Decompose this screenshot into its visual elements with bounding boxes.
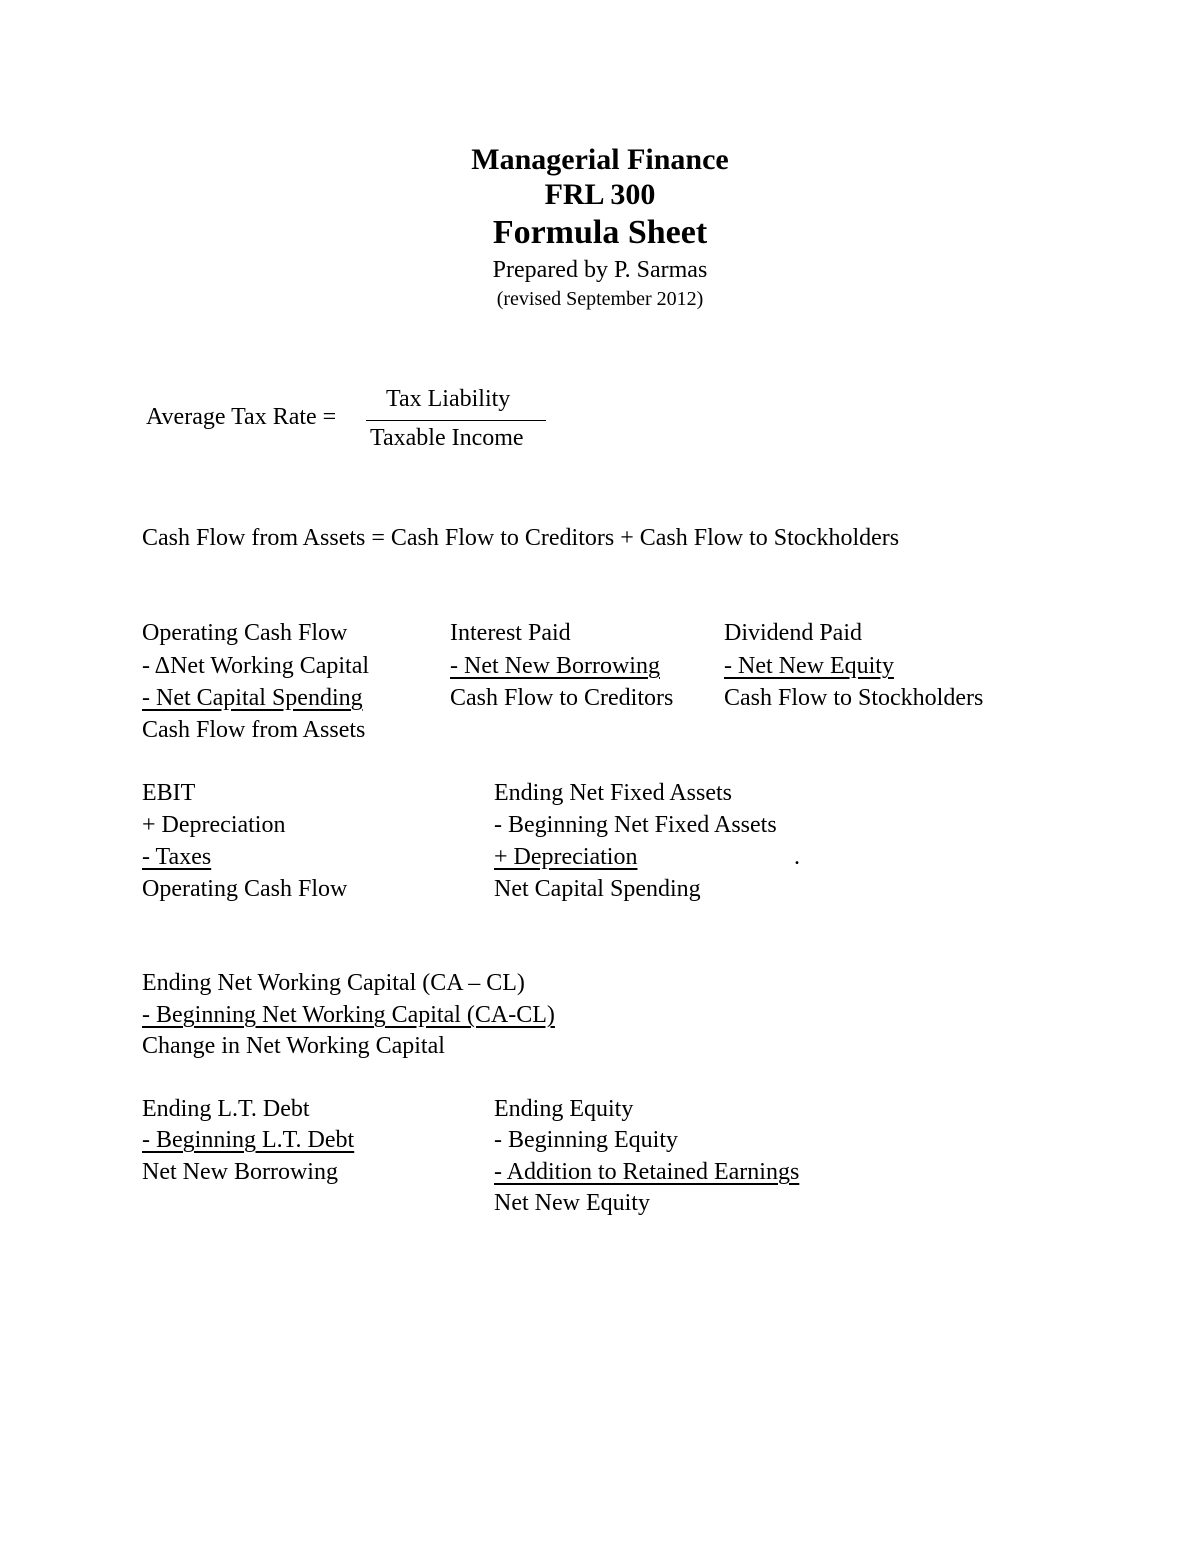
fraction-bar bbox=[366, 420, 546, 421]
nwc-line-1: Ending Net Working Capital (CA – CL) bbox=[142, 970, 525, 996]
cfa-line-3: - Net Capital Spending bbox=[142, 685, 363, 711]
debt-line-2: - Beginning L.T. Debt bbox=[142, 1127, 355, 1153]
cfa-line-4: Cash Flow from Assets bbox=[142, 717, 366, 743]
sheet-title: Formula Sheet bbox=[492, 214, 708, 251]
ncs-line-2: - Beginning Net Fixed Assets bbox=[494, 812, 777, 838]
revised-date: (revised September 2012) bbox=[496, 288, 704, 310]
cfc-line-1: Interest Paid bbox=[450, 620, 571, 646]
equity-line-1: Ending Equity bbox=[494, 1096, 634, 1122]
equity-line-4: Net New Equity bbox=[494, 1190, 650, 1216]
cfa-line-1: Operating Cash Flow bbox=[142, 620, 348, 646]
ocf-line-2: + Depreciation bbox=[142, 812, 286, 838]
cfs-line-3: Cash Flow to Stockholders bbox=[724, 685, 984, 711]
ncs-line-4: Net Capital Spending bbox=[494, 876, 701, 902]
cfs-line-2: - Net New Equity bbox=[724, 653, 894, 679]
avg-tax-rate-denominator: Taxable Income bbox=[370, 425, 524, 451]
ocf-line-4: Operating Cash Flow bbox=[142, 876, 348, 902]
cfs-line-1: Dividend Paid bbox=[724, 620, 862, 646]
ncs-line-3: + Depreciation bbox=[494, 844, 638, 870]
course-code: FRL 300 bbox=[544, 178, 656, 211]
cfc-line-2: - Net New Borrowing bbox=[450, 653, 660, 679]
ocf-line-3: - Taxes bbox=[142, 844, 212, 870]
debt-line-1: Ending L.T. Debt bbox=[142, 1096, 310, 1122]
equity-line-3: - Addition to Retained Earnings bbox=[494, 1159, 800, 1185]
ncs-line-1: Ending Net Fixed Assets bbox=[494, 780, 732, 806]
course-title: Managerial Finance bbox=[471, 143, 729, 176]
nwc-line-3: Change in Net Working Capital bbox=[142, 1033, 445, 1059]
cfc-line-3: Cash Flow to Creditors bbox=[450, 685, 674, 711]
cash-flow-identity: Cash Flow from Assets = Cash Flow to Creditors + Cash Flow to Stockholders bbox=[142, 525, 900, 551]
avg-tax-rate-lhs: Average Tax Rate = bbox=[146, 404, 337, 430]
nwc-line-2: - Beginning Net Working Capital (CA-CL) bbox=[142, 1002, 555, 1028]
ncs-line-3-dot: . bbox=[794, 844, 800, 870]
equity-line-2: - Beginning Equity bbox=[494, 1127, 678, 1153]
avg-tax-rate-numerator: Tax Liability bbox=[386, 386, 511, 412]
ocf-line-1: EBIT bbox=[142, 780, 196, 806]
prepared-by: Prepared by P. Sarmas bbox=[492, 257, 708, 283]
cfa-line-2: - ΔNet Working Capital bbox=[142, 653, 370, 679]
debt-line-3: Net New Borrowing bbox=[142, 1159, 338, 1185]
